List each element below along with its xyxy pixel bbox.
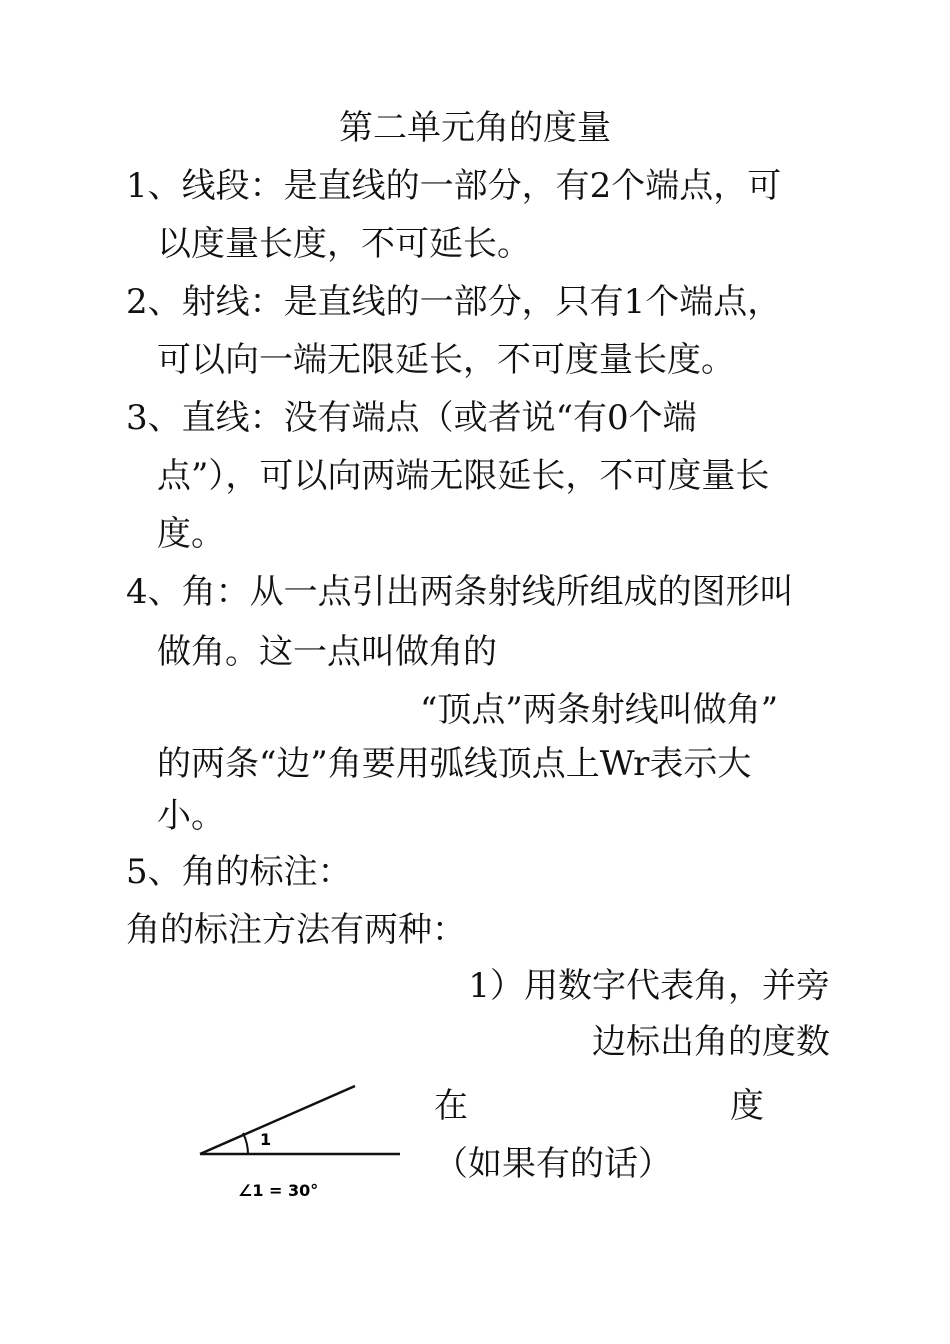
item-4-line-5: 小。 [157, 796, 225, 836]
angle-caption: ∠1 = 30° [238, 1181, 319, 1200]
angle-number-label: 1 [260, 1130, 272, 1149]
side-paren-note: （如果有的话） [434, 1144, 672, 1184]
item-3-line-3: 度。 [157, 514, 225, 554]
item-4-line-3: “顶点”两条射线叫做角” [420, 690, 779, 730]
item-1-line-1: 1、线段：是直线的一部分，有2个端点，可 [126, 166, 782, 206]
angle-arc [243, 1133, 248, 1154]
methods-intro: 角的标注方法有两种： [126, 910, 466, 950]
item-2-line-1: 2、射线：是直线的一部分，只有1个端点， [126, 282, 782, 322]
item-1-line-2: 以度量长度，不可延长。 [157, 224, 531, 264]
item-3-line-2: 点”），可以向两端无限延长，不可度量长 [157, 456, 770, 496]
item-5-heading: 5、角的标注： [126, 852, 352, 892]
page-title: 第二单元角的度量 [339, 108, 611, 148]
item-4-line-2: 做角。这一点叫做角的 [157, 632, 497, 672]
angle-upper-ray [200, 1086, 355, 1154]
item-2-line-2: 可以向一端无限延长，不可度量长度。 [157, 340, 735, 380]
angle-diagram [190, 1078, 430, 1208]
side-word-right: 度 [730, 1086, 764, 1126]
method-1-line-2: 边标出角的度数 [592, 1022, 830, 1062]
item-4-line-4: 的两条“边”角要用弧线顶点上Wr表示大 [157, 744, 752, 784]
item-4-line-1: 4、角：从一点引出两条射线所组成的图形叫 [126, 572, 794, 612]
item-3-line-1: 3、直线：没有端点（或者说“有0个端 [126, 398, 697, 438]
side-word-left: 在 [434, 1086, 468, 1126]
method-1-line-1: 1）用数字代表角，并旁 [468, 966, 830, 1006]
